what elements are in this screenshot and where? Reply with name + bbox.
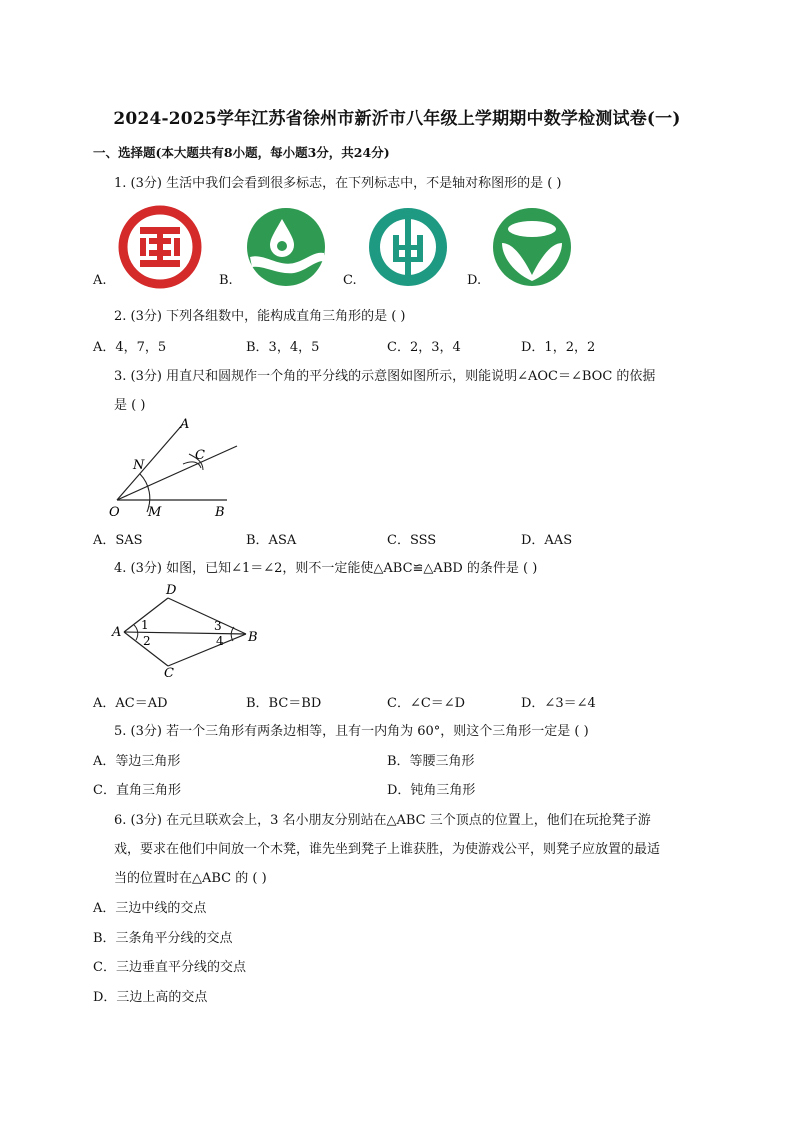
bank-logo-icon [118,205,202,289]
angle-4-label: 4 [216,634,224,648]
q5-option-a[interactable]: A．等边三角形 [93,754,181,769]
label-b: B [215,505,225,520]
label-d: D [166,583,177,598]
label-a: A [112,625,122,640]
q3-option-c[interactable]: C．SSS [387,533,437,548]
q5-option-b[interactable]: B．等腰三角形 [387,754,475,769]
question-6-stem-line2: 戏，要求在他们中间放一个木凳，谁先坐到凳子上谁获胜，为使游戏公平，则凳子应放置的最适 [114,842,661,857]
label-c: C [164,666,174,680]
question-6-stem-line3: 当的位置时在△ABC 的 ( ) [114,871,267,886]
q4-option-a[interactable]: A．AC＝AD [93,696,168,711]
angle-2-label: 2 [143,634,151,648]
q2-option-d[interactable]: D．1，2，2 [521,340,596,355]
q6-option-a[interactable]: A．三边中线的交点 [93,901,207,916]
q4-option-c[interactable]: C．∠C＝∠D [387,696,466,711]
q2-option-b[interactable]: B．3，4，5 [246,340,320,355]
q1-option-b[interactable]: B. [219,273,233,288]
question-2-stem: 2. (3分) 下列各组数中，能构成直角三角形的是 ( ) [114,309,406,324]
q2-option-c[interactable]: C．2，3，4 [387,340,461,355]
question-3-stem-line1: 3. (3分) 用直尺和圆规作一个角的平分线的示意图如图所示，则能说明∠AOC＝∠BOC 的依据 [114,369,656,384]
q3-option-a[interactable]: A．SAS [93,533,143,548]
section-heading: 一、选择题(本大题共有8小题，每小题3分，共24分) [93,145,390,160]
q4-option-d[interactable]: D．∠3＝∠4 [521,696,596,711]
question-6-stem-line1: 6. (3分) 在元旦联欢会上，3 名小朋友分别站在△ABC 三个顶点的位置上，他们在玩抢凳子游 [114,813,651,828]
label-o: O [109,505,120,520]
angle-bisector-figure [105,412,245,522]
q5-option-c[interactable]: C．直角三角形 [93,783,181,798]
q1-option-d[interactable]: D. [467,273,482,288]
label-m: M [148,505,162,520]
q5-option-d[interactable]: D．钝角三角形 [387,783,476,798]
green-food-logo-icon [490,205,574,289]
q1-option-a[interactable]: A. [93,273,107,288]
angle-1-label: 1 [141,618,149,632]
q3-option-d[interactable]: D．AAS [521,533,573,548]
q2-option-a[interactable]: A．4，7，5 [93,340,167,355]
label-c: C [195,448,205,463]
label-n: N [133,458,145,473]
label-b: B [248,630,258,645]
water-drop-logo-icon [244,205,328,289]
question-4-stem: 4. (3分) 如图，已知∠1＝∠2，则不一定能使△ABC≌△ABD 的条件是 ( ) [114,561,538,576]
q4-option-b[interactable]: B．BC＝BD [246,696,322,711]
q6-option-b[interactable]: B．三条角平分线的交点 [93,931,233,946]
q3-option-b[interactable]: B．ASA [246,533,297,548]
q6-option-d[interactable]: D．三边上高的交点 [93,990,208,1005]
question-5-stem: 5. (3分) 若一个三角形有两条边相等，且有一内角为 60°，则这个三角形一定是 ( ) [114,724,589,739]
page-title: 2024-2025学年江苏省徐州市新沂市八年级上学期期中数学检测试卷(一) [113,109,681,129]
triangles-figure [108,580,268,680]
angle-3-label: 3 [214,619,222,633]
q1-option-c[interactable]: C. [343,273,357,288]
question-3-stem-line2: 是 ( ) [114,398,146,413]
q6-option-c[interactable]: C．三边垂直平分线的交点 [93,960,246,975]
question-1-stem: 1. (3分) 生活中我们会看到很多标志，在下列标志中，不是轴对称图形的是 ( ) [114,176,562,191]
agricultural-bank-logo-icon [366,205,450,289]
label-a: A [180,417,190,432]
